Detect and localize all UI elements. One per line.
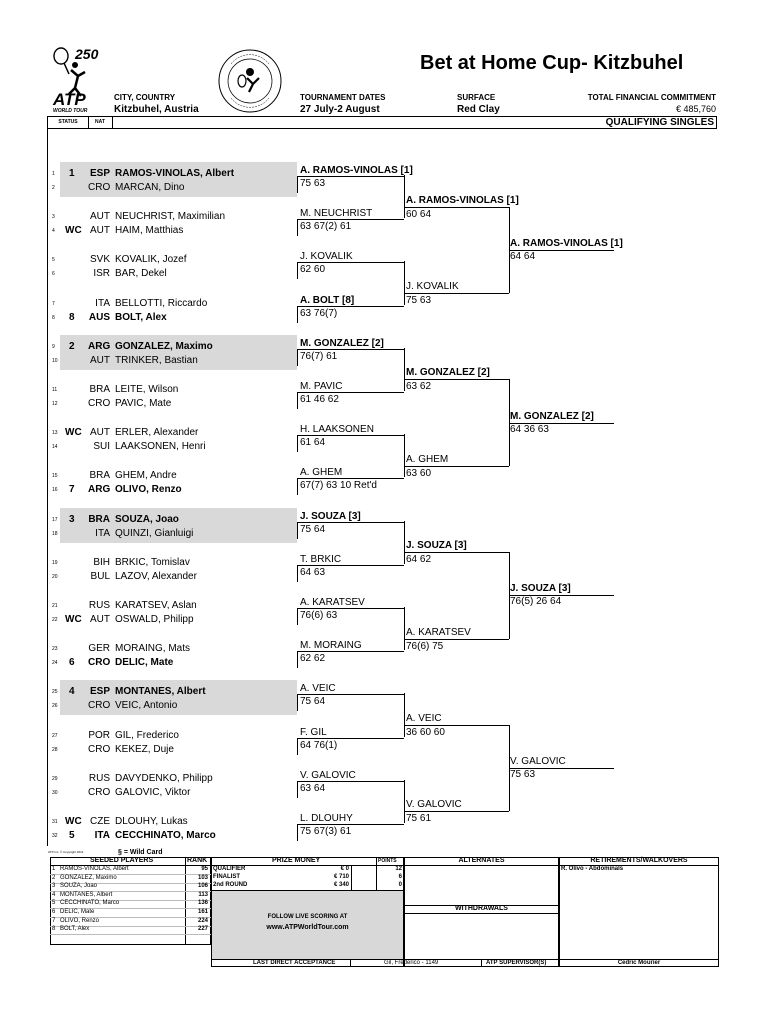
line-number: 1 [52,171,55,177]
r1-winner: M. GONZALEZ [2] [300,337,384,349]
seed-index: 6 [52,909,56,915]
player-nationality: CRO [88,398,111,409]
player-nationality: BRA [89,470,110,482]
r1-score: 63 76(7) [300,307,338,319]
line-number: 14 [52,444,58,451]
line-number: 24 [52,660,58,667]
seed-index: 4 [52,891,56,898]
city-value: Kitzbuhel, Austria [114,104,199,115]
nat-label: NAT [88,117,113,128]
lda-value: Gil, Frederico - 1149 [384,960,439,966]
r1-score: 63 64 [300,782,326,794]
bracket-line [297,392,298,409]
bracket-line [404,466,509,467]
r2-score: 75 63 [406,295,432,306]
line-number: 22 [52,617,58,623]
r3-score: 76(5) 26 64 [510,596,562,608]
draw-label: QUALIFYING SINGLES [605,117,714,128]
r2-winner: M. GONZALEZ [2] [406,367,490,379]
player-nationality: CRO [88,743,111,755]
r2-winner: V. GALOVIC [406,799,462,811]
lda-label: LAST DIRECT ACCEPTANCE [253,960,336,966]
r2-winner: J. KOVALIK [406,281,459,292]
prize-points: 12 [395,866,402,872]
r1-score: 61 46 62 [300,394,339,405]
r1-winner: M. MORAING [300,640,362,652]
bracket-line [297,219,298,236]
copyright: ATP Inc. © Copyright 2014 [48,850,84,854]
player-nationality: ARG [88,484,111,496]
atp-logo-sub: WORLD TOUR [53,108,88,114]
player-nationality: ESP [89,686,110,698]
player-nationality: ISR [93,268,110,280]
player-name: VEIC, Antonio [115,700,178,712]
bracket-line [297,262,298,279]
player-name: OLIVO, Renzo [115,484,182,496]
line-number: 7 [52,300,55,307]
player-name: BRKIC, Tomislav [115,556,190,568]
player-name: BELLOTTI, Riccardo [115,297,208,309]
bracket-line [297,565,298,582]
player-nationality: ARG [88,340,111,352]
seed-index: 3 [52,883,56,890]
player-nationality: BIH [93,556,110,568]
r1-winner: M. PAVIC [300,381,343,392]
player-nationality: POR [88,729,110,741]
atp-logo-text: ATP [53,90,86,109]
r2-score: 36 60 60 [406,727,445,738]
r1-winner: T. BRKIC [300,553,342,565]
r1-winner: J. SOUZA [3] [300,510,361,522]
player-name: GALOVIC, Viktor [115,786,191,798]
prize-money: € 0 [340,866,349,872]
bracket-line [297,651,404,652]
bracket-line [297,781,404,782]
player-name: MONTANES, Albert [115,686,206,698]
bracket-line [297,651,298,668]
seed-index: 7 [52,917,56,924]
r3-winner: A. RAMOS-VINOLAS [1] [510,237,623,249]
bracket-line [297,694,404,695]
bracket-line [404,175,405,218]
line-number: 25 [52,689,58,696]
bracket-line [297,176,298,193]
player-name: DAVYDENKO, Philipp [115,772,213,784]
player-nationality: BUL [90,570,110,582]
r3-score: 64 36 63 [510,423,549,435]
line-number: 19 [52,559,58,566]
r2-winner: A. RAMOS-VINOLAS [1] [406,194,519,206]
bracket-line [404,552,509,553]
player-name: SOUZA, Joao [115,513,179,525]
player-nationality: CRO [88,182,111,193]
bracket-line [297,435,298,452]
r1-winner: A. RAMOS-VINOLAS [1] [300,165,413,176]
bracket-line [404,693,405,736]
player-nationality: RUS [88,772,110,784]
r1-winner: H. LAAKSONEN [300,424,374,436]
points-header: POINTS [378,858,397,864]
r1-winner: V. GALOVIC [300,769,356,781]
live-scoring-link[interactable]: www.ATPWorldTour.com [266,924,349,931]
bracket-line [297,522,404,523]
player-name: KOVALIK, Jozef [115,254,187,266]
bracket-line [297,478,404,479]
line-number: 27 [52,732,58,739]
player-nationality: BRA [89,384,110,395]
commitment-value: € 485,760 [675,104,716,114]
r1-score: 61 64 [300,437,326,449]
r2-score: 75 61 [406,813,432,825]
r3-winner: M. GONZALEZ [2] [510,410,594,422]
draw-frame [47,129,48,846]
bracket-line [297,349,298,366]
r1-winner: M. NEUCHRIST [300,208,373,220]
player-name: PAVIC, Mate [115,398,172,409]
line-number: 10 [52,357,58,364]
r1-score: 75 64 [300,696,326,708]
seed-index: 8 [52,926,56,933]
seed-name: MONTANES, Albert [60,891,113,898]
status-label: STATUS [48,117,89,128]
player-nationality: ITA [95,297,110,309]
player-name: GHEM, Andre [115,470,177,482]
bracket-line [404,293,509,294]
seed-name: CECCHINATO, Marco [60,900,120,907]
bracket-line [404,811,509,812]
player-nationality: AUT [90,354,110,366]
r1-score: 76(7) 61 [300,350,338,362]
entry-status: WC [65,427,82,439]
bracket-line [404,379,509,380]
bracket-line [297,522,298,539]
withdrawals-header: WITHDRAWALS [455,905,508,912]
surface-label: SURFACE [457,93,496,102]
seed-index: 2 [52,874,56,881]
prize-points: 6 [398,874,402,881]
r1-score: 64 63 [300,566,326,578]
prize-header: PRIZE MONEY [272,857,321,864]
seed-rank: 103 [197,874,208,881]
footer-table [50,857,719,967]
player-nationality: CRO [88,700,111,712]
player-name: NEUCHRIST, Maximilian [115,211,226,223]
r1-winner: F. GIL [300,726,327,738]
player-name: GIL, Frederico [115,729,179,741]
line-number: 29 [52,775,58,782]
line-number: 13 [52,430,58,437]
player-nationality: SUI [93,441,110,453]
atp-level: 250 [75,46,99,62]
line-number: 11 [52,387,58,393]
surface-value: Red Clay [457,104,500,115]
seed-rank: 113 [198,891,208,898]
player-name: KEKEZ, Duje [115,743,174,755]
player-name: DLOUHY, Lukas [115,816,188,827]
line-number: 12 [52,401,58,407]
bracket-line [297,306,404,307]
bracket-line [404,607,405,650]
r1-winner: A. VEIC [300,683,336,695]
seed-name: RAMOS-VINOLAS, Albert [60,866,129,872]
player-name: LAAKSONEN, Henri [115,441,206,453]
r1-score: 62 62 [300,653,326,665]
r2-winner: A. VEIC [406,713,442,724]
seed-number: 6 [69,657,75,669]
supervisor-label: ATP SUPERVISOR(S) [486,960,547,966]
retirements-value: R. Olivo - Abdominals [561,866,624,872]
seed-rank: 95 [201,866,208,872]
line-number: 32 [52,833,58,839]
r1-score: 76(6) 63 [300,610,338,621]
seed-name: GONZALEZ, Maximo [60,874,117,881]
line-number: 31 [52,819,58,825]
r1-score: 62 60 [300,264,326,276]
supervisor-value: Cedric Mourier [617,960,661,966]
player-nationality: CRO [88,657,111,669]
player-nationality: SVK [89,254,110,266]
player-nationality: CRO [88,786,111,798]
seed-row-divider [50,934,211,935]
line-number: 9 [52,343,55,350]
bracket-line [297,738,298,755]
tournament-seal-icon [217,48,283,114]
prize-round: QUALIFIER [213,866,246,872]
r2-score: 63 62 [406,381,432,393]
commitment-label: TOTAL FINANCIAL COMMITMENT [587,93,716,102]
bracket-line [297,694,298,711]
r2-winner: A. GHEM [406,453,449,465]
prize-round: 2nd ROUND [213,882,248,889]
player-name: HAIM, Matthias [115,225,184,237]
seed-number: 8 [69,311,75,323]
line-number: 30 [52,789,58,796]
player-name: KARATSEV, Aslan [115,600,197,611]
r1-score: 63 67(2) 61 [300,221,352,233]
player-name: QUINZI, Gianluigi [115,527,194,539]
prize-round: FINALIST [213,874,240,881]
page-title: Bet at Home Cup- Kitzbuhel [420,52,684,74]
bracket-line [297,435,404,436]
r1-winner: A. BOLT [8] [300,294,355,306]
line-number: 6 [52,271,55,278]
bracket-line [297,219,404,220]
player-name: MORAING, Mats [115,643,191,655]
live-scoring-line1: FOLLOW LIVE SCORING AT [267,914,348,920]
seed-number: 7 [69,484,75,496]
header-bar [47,116,717,129]
line-number: 16 [52,487,58,494]
bracket-line [404,207,509,208]
seed-rank: 106 [197,883,208,890]
line-number: 17 [52,516,58,523]
player-name: OSWALD, Philipp [115,614,194,625]
dates-label: TOURNAMENT DATES [300,93,386,102]
bracket-line [297,176,404,177]
player-nationality: AUT [90,211,110,223]
alternates-header: ALTERNATES [458,857,505,864]
player-nationality: BRA [88,513,110,525]
prize-money: € 710 [333,874,349,881]
bracket-line [404,725,509,726]
line-number: 20 [52,573,58,580]
entry-status: WC [65,225,82,237]
r2-winner: A. KARATSEV [406,626,471,638]
player-nationality: GER [88,643,110,655]
tournament-logo [217,48,283,114]
seed-name: DELIC, Mate [60,909,95,915]
bracket-line [404,780,405,823]
line-number: 18 [52,530,58,537]
seed-name: SOUZA, Joao [60,883,98,890]
bracket-line [404,348,405,391]
r1-winner: L. DLOUHY [300,813,353,824]
bracket-line [297,565,404,566]
player-nationality: AUT [90,225,110,237]
player-nationality: ITA [94,830,110,841]
bracket-line [297,781,298,798]
seed-index: 5 [52,900,56,907]
seed-number: 4 [69,686,75,698]
r3-score: 75 63 [510,769,536,781]
atp-logo [47,46,111,114]
bracket-line [297,608,298,625]
line-number: 2 [52,185,55,191]
player-nationality: RUS [88,600,110,611]
player-nationality: ESP [89,168,110,179]
rank-header: RANK [187,857,208,864]
player-name: BAR, Dekel [115,268,167,280]
seed-rank: 136 [197,900,208,907]
seeded-header: SEEDED PLAYERS [90,857,154,864]
seed-rank: 161 [197,909,208,915]
bracket-line [297,478,298,495]
player-nationality: AUT [90,614,110,625]
seed-index: 1 [52,866,56,872]
bracket-line [297,824,404,825]
r2-score: 64 62 [406,554,432,566]
r1-score: 75 67(3) 61 [300,826,352,837]
seed-name: BOLT, Alex [60,926,90,933]
bracket-line [297,738,404,739]
player-name: MARCAN, Dino [115,182,185,193]
bracket-line [297,349,404,350]
seed-name: OLIVO, Renzo [60,917,100,924]
r3-winner: J. SOUZA [3] [510,583,571,595]
line-number: 28 [52,746,58,753]
r1-winner: A. KARATSEV [300,597,365,608]
player-name: LEITE, Wilson [115,384,179,395]
bracket-line [297,824,298,841]
entry-status: WC [65,816,82,827]
line-number: 23 [52,646,58,653]
line-number: 26 [52,703,58,710]
r3-winner: V. GALOVIC [510,756,566,768]
prize-money: € 340 [333,882,349,889]
prize-points: 0 [398,882,402,889]
player-name: CECCHINATO, Marco [115,830,216,841]
bracket-line [404,261,405,304]
line-number: 8 [52,314,55,321]
player-name: LAZOV, Alexander [115,570,197,582]
city-label: CITY, COUNTRY [114,93,176,102]
bracket-line [404,521,405,564]
r1-winner: J. KOVALIK [300,251,353,263]
line-number: 5 [52,257,55,264]
dates-value: 27 July-2 August [300,104,380,115]
bracket-line [404,639,509,640]
r1-score: 64 76(1) [300,739,338,751]
line-number: 21 [52,603,58,609]
player-name: GONZALEZ, Maximo [115,340,213,352]
player-name: TRINKER, Bastian [115,354,198,366]
line-number: 4 [52,228,55,235]
player-name: BOLT, Alex [115,311,167,323]
seed-number: 2 [69,340,75,352]
player-nationality: ITA [95,527,110,539]
bracket-line [297,608,404,609]
r1-winner: A. GHEM [300,467,343,479]
seed-number: 3 [69,513,75,525]
bracket-line [297,262,404,263]
seed-number: 5 [69,830,75,841]
r3-score: 64 64 [510,250,536,262]
player-nationality: AUT [90,427,110,439]
player-name: DELIC, Mate [115,657,174,669]
seed-rank: 227 [197,926,208,933]
r2-score: 63 60 [406,467,432,479]
r2-score: 60 64 [406,208,432,220]
player-name: RAMOS-VINOLAS, Albert [115,168,235,179]
player-nationality: CZE [90,816,110,827]
wildcard-note: § = Wild Card [118,849,163,856]
player-name: ERLER, Alexander [115,427,199,439]
seed-rank: 224 [197,917,208,924]
seed-number: 1 [69,168,75,179]
entry-status: WC [65,614,82,625]
r2-winner: J. SOUZA [3] [406,540,467,552]
r1-score: 75 63 [300,178,326,189]
line-number: 15 [52,473,58,480]
bracket-line [297,306,298,323]
r1-score: 67(7) 63 10 Ret'd [300,480,377,492]
bracket-line [297,392,404,393]
r2-score: 76(6) 75 [406,640,444,652]
player-nationality: AUS [88,311,110,323]
retirements-header: RETIREMENTS/WALKOVERS [590,857,688,864]
bracket-line [404,434,405,477]
line-number: 3 [52,214,55,221]
r1-score: 75 64 [300,523,326,535]
